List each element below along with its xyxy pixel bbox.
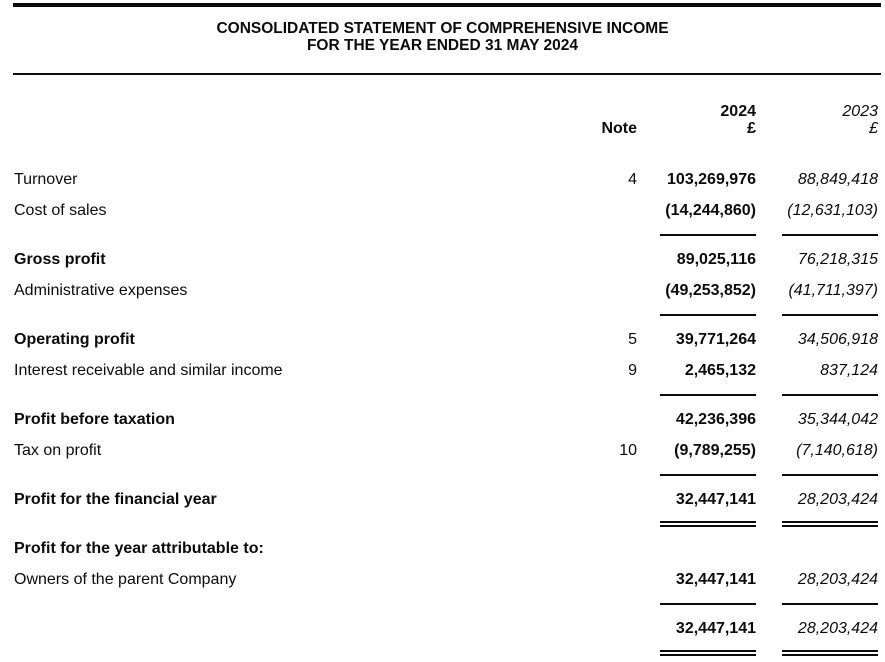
row-value-2023: (12,631,103) (787, 201, 878, 219)
single-rule (660, 474, 756, 476)
rule-cell-2023 (774, 603, 878, 605)
table-rule-row (0, 386, 885, 404)
row-label: Interest receivable and similar income (14, 361, 283, 379)
rule-cell-2023 (774, 474, 878, 476)
table-row (0, 164, 885, 195)
single-rule (660, 603, 756, 605)
table-row (0, 244, 885, 275)
single-rule (782, 474, 878, 476)
row-label: Owners of the parent Company (14, 570, 237, 588)
row-value-2023: 35,344,042 (797, 410, 878, 428)
table-rule-row (0, 306, 885, 324)
row-value-2024: 2,465,132 (684, 361, 756, 379)
rule-cell-2024 (652, 234, 756, 236)
single-rule (660, 394, 756, 396)
column-headers (0, 103, 885, 137)
table-row (0, 324, 885, 355)
table-rule-row (0, 644, 885, 662)
row-label: Tax on profit (14, 441, 102, 459)
row-value-2023: 837,124 (820, 361, 878, 379)
table-row (0, 533, 885, 564)
row-value-2024: 89,025,116 (676, 250, 756, 268)
table-row (0, 195, 885, 226)
column-header-2024: 2024 (720, 102, 756, 120)
single-rule (782, 603, 878, 605)
single-rule (782, 234, 878, 236)
rule-cell-2024 (652, 314, 756, 316)
table-rule-row (0, 595, 885, 613)
single-rule (660, 314, 756, 316)
currency-symbol-2024: £ (747, 119, 756, 137)
row-label: Profit for the year attributable to: (14, 539, 264, 557)
rule-cell-2024 (652, 650, 756, 656)
row-label: Gross profit (14, 250, 106, 268)
table-row (0, 435, 885, 466)
table-row (0, 275, 885, 306)
row-value-2024: 103,269,976 (667, 170, 756, 188)
double-rule (660, 650, 756, 656)
top-rule (13, 3, 881, 7)
row-value-2023: 88,849,418 (797, 170, 878, 188)
rule-cell-2024 (652, 394, 756, 396)
rule-cell-2024 (652, 474, 756, 476)
table-row (0, 355, 885, 386)
row-value-2024: (14,244,860) (665, 201, 756, 219)
row-label: Operating profit (14, 330, 135, 348)
row-value-2024: 39,771,264 (675, 330, 756, 348)
statement-rows (0, 164, 885, 662)
row-note: 4 (628, 170, 637, 188)
row-label: Profit for the financial year (14, 490, 217, 508)
row-note: 10 (619, 441, 637, 459)
row-value-2023: 28,203,424 (797, 570, 878, 588)
table-row (0, 564, 885, 595)
table-row (0, 484, 885, 515)
row-note: 9 (628, 361, 637, 379)
row-value-2023: 76,218,315 (797, 250, 878, 268)
row-label: Administrative expenses (14, 281, 188, 299)
single-rule (782, 314, 878, 316)
column-header-note: Note (601, 119, 637, 137)
row-value-2024: 32,447,141 (675, 490, 756, 508)
row-value-2023: (41,711,397) (788, 281, 878, 299)
table-row (0, 404, 885, 435)
row-note: 5 (628, 330, 637, 348)
column-header-unit-row (0, 120, 885, 137)
row-value-2024: 32,447,141 (675, 570, 756, 588)
row-label: Turnover (14, 170, 78, 188)
table-rule-row (0, 466, 885, 484)
row-value-2023: 34,506,918 (797, 330, 878, 348)
currency-symbol-2023: £ (869, 119, 878, 137)
rule-cell-2023 (774, 394, 878, 396)
rule-cell-2024 (652, 603, 756, 605)
double-rule (660, 521, 756, 527)
rule-cell-2023 (774, 314, 878, 316)
row-value-2024: (49,253,852) (665, 281, 756, 299)
rule-cell-2023 (774, 234, 878, 236)
table-rule-row (0, 515, 885, 533)
single-rule (782, 394, 878, 396)
row-value-2023: 28,203,424 (797, 490, 878, 508)
row-value-2023: 28,203,424 (797, 619, 878, 637)
row-value-2024: 32,447,141 (675, 619, 756, 637)
document-page (0, 3, 885, 661)
row-label: Profit before taxation (14, 410, 175, 428)
table-row (0, 613, 885, 644)
row-value-2024: (9,789,255) (674, 441, 756, 459)
column-header-2023: 2023 (842, 102, 878, 120)
statement-title-line1: CONSOLIDATED STATEMENT OF COMPREHENSIVE INCOME (216, 20, 669, 37)
row-value-2024: 42,236,396 (675, 410, 756, 428)
double-rule (782, 650, 878, 656)
single-rule (660, 234, 756, 236)
rule-cell-2023 (774, 521, 878, 527)
statement-title (0, 20, 885, 54)
double-rule (782, 521, 878, 527)
column-header-year-row (0, 103, 885, 120)
rule-cell-2024 (652, 521, 756, 527)
rule-cell-2023 (774, 650, 878, 656)
table-rule-row (0, 226, 885, 244)
row-value-2023: (7,140,618) (796, 441, 878, 459)
header-rule (13, 73, 881, 75)
statement-title-line2: FOR THE YEAR ENDED 31 MAY 2024 (306, 37, 579, 54)
row-label: Cost of sales (14, 201, 107, 219)
